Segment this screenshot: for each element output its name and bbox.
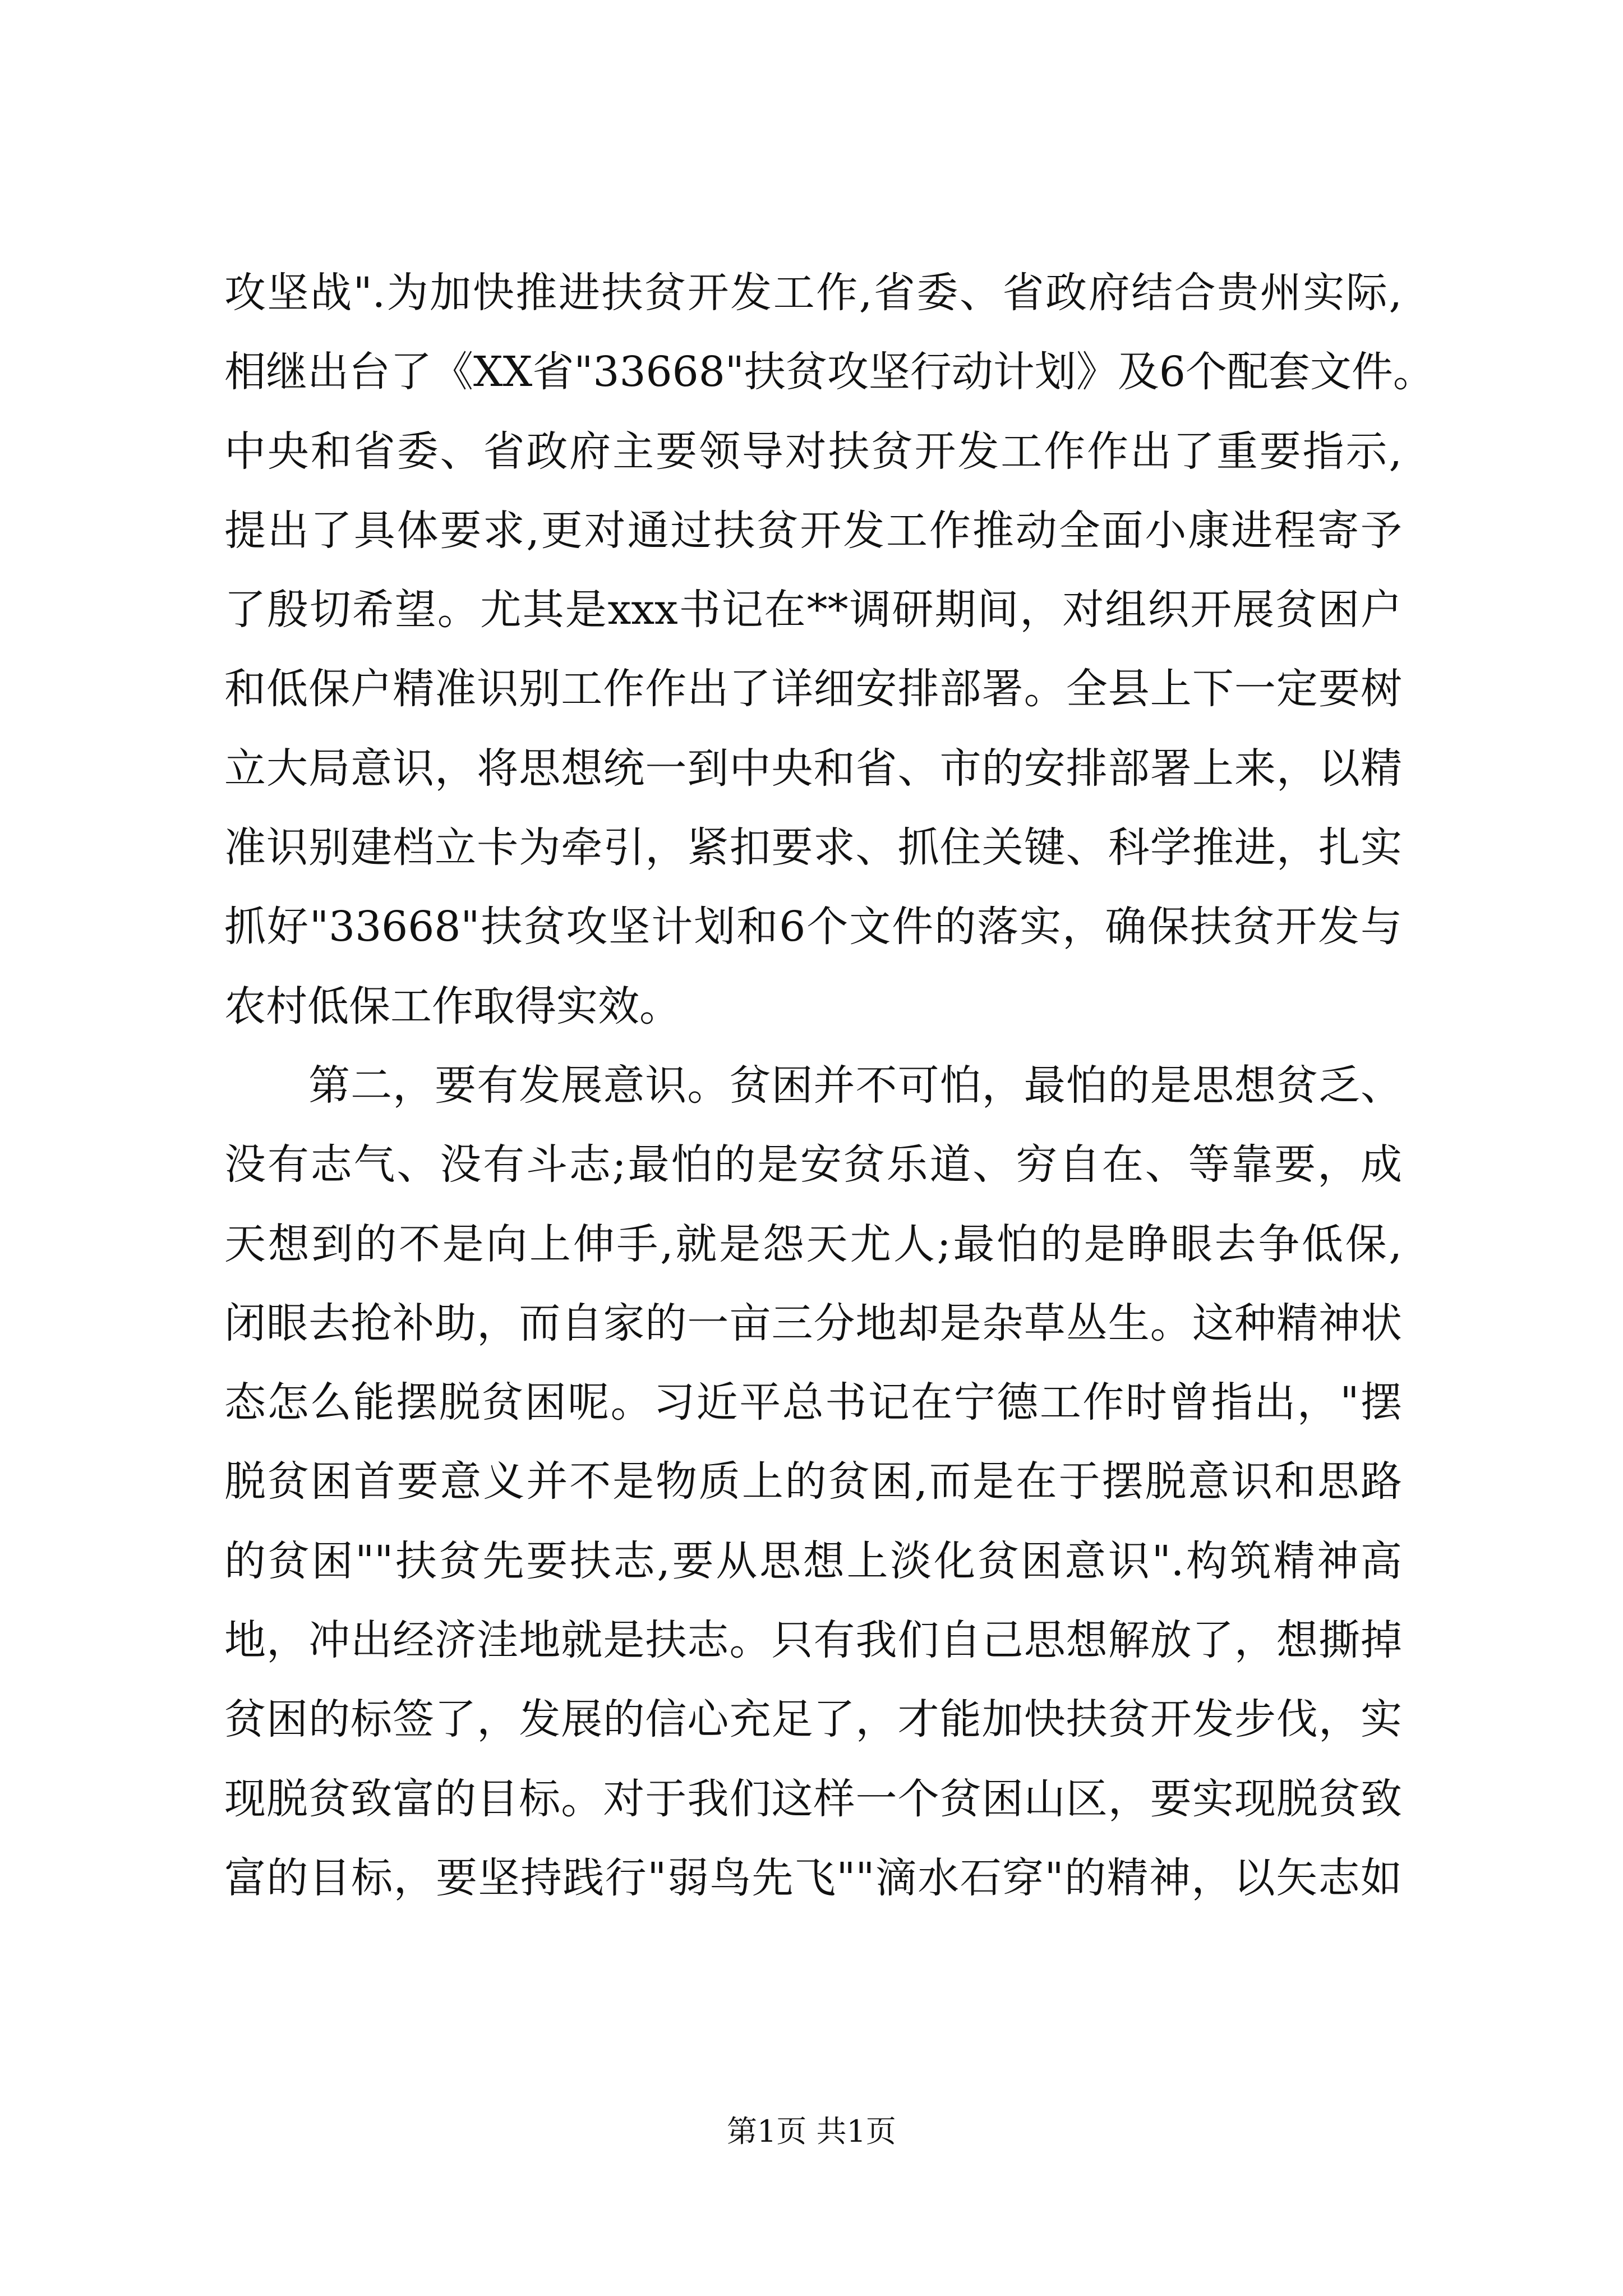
paragraph-first-line: 第二，要有发展意识。贫困并不可怕，最怕的是思想贫乏、 bbox=[224, 1061, 1402, 1110]
paragraph-last-line: 农村低保工作取得实效。 bbox=[224, 982, 681, 1030]
page-footer: 第1页 共1页 bbox=[727, 2114, 896, 2149]
text-line: 的贫困""扶贫先要扶志,要从思想上淡化贫困意识".构筑精神高 bbox=[224, 1536, 1402, 1585]
text-line: 准识别建档立卡为牵引，紧扣要求、抓住关键、科学推进，扎实 bbox=[224, 823, 1402, 872]
text-line: 了殷切希望。尤其是xxx书记在**调研期间，对组织开展贫困户 bbox=[224, 586, 1402, 634]
text-line: 态怎么能摆脱贫困呢。习近平总书记在宁德工作时曾指出，"摆 bbox=[224, 1378, 1402, 1427]
text-line: 和低保户精准识别工作作出了详细安排部署。全县上下一定要树 bbox=[224, 665, 1402, 714]
text-line: 没有志气、没有斗志;最怕的是安贫乐道、穷自在、等靠要，成 bbox=[224, 1140, 1402, 1189]
text-line: 攻坚战".为加快推进扶贫开发工作,省委、省政府结合贵州实际, bbox=[224, 269, 1402, 317]
text-line: 天想到的不是向上伸手,就是怨天尤人;最怕的是睁眼去争低保, bbox=[224, 1220, 1402, 1268]
text-line: 贫困的标签了，发展的信心充足了，才能加快扶贫开发步伐，实 bbox=[224, 1695, 1402, 1744]
text-line: 富的目标，要坚持践行"弱鸟先飞""滴水石穿"的精神，以矢志如 bbox=[224, 1853, 1402, 1902]
text-line: 提出了具体要求,更对通过扶贫开发工作推动全面小康进程寄予 bbox=[224, 506, 1402, 555]
body-text bbox=[224, 254, 1435, 1918]
text-line: 地，冲出经济洼地就是扶志。只有我们自己思想解放了，想撕掉 bbox=[224, 1616, 1402, 1665]
text-line: 中央和省委、省政府主要领导对扶贫开发工作作出了重要指示, bbox=[224, 427, 1402, 476]
text-line: 相继出台了《XX省"33668"扶贫攻坚行动计划》及6个配套文件。 bbox=[224, 348, 1435, 397]
text-line: 脱贫困首要意义并不是物质上的贫困,而是在于摆脱意识和思路 bbox=[224, 1457, 1402, 1506]
text-line: 闭眼去抢补助，而自家的一亩三分地却是杂草丛生。这种精神状 bbox=[224, 1299, 1402, 1347]
text-line: 现脱贫致富的目标。对于我们这样一个贫困山区，要实现脱贫致 bbox=[224, 1774, 1402, 1823]
text-line: 抓好"33668"扶贫攻坚计划和6个文件的落实，确保扶贫开发与 bbox=[224, 903, 1402, 951]
text-line: 立大局意识，将思想统一到中央和省、市的安排部署上来，以精 bbox=[224, 744, 1402, 793]
